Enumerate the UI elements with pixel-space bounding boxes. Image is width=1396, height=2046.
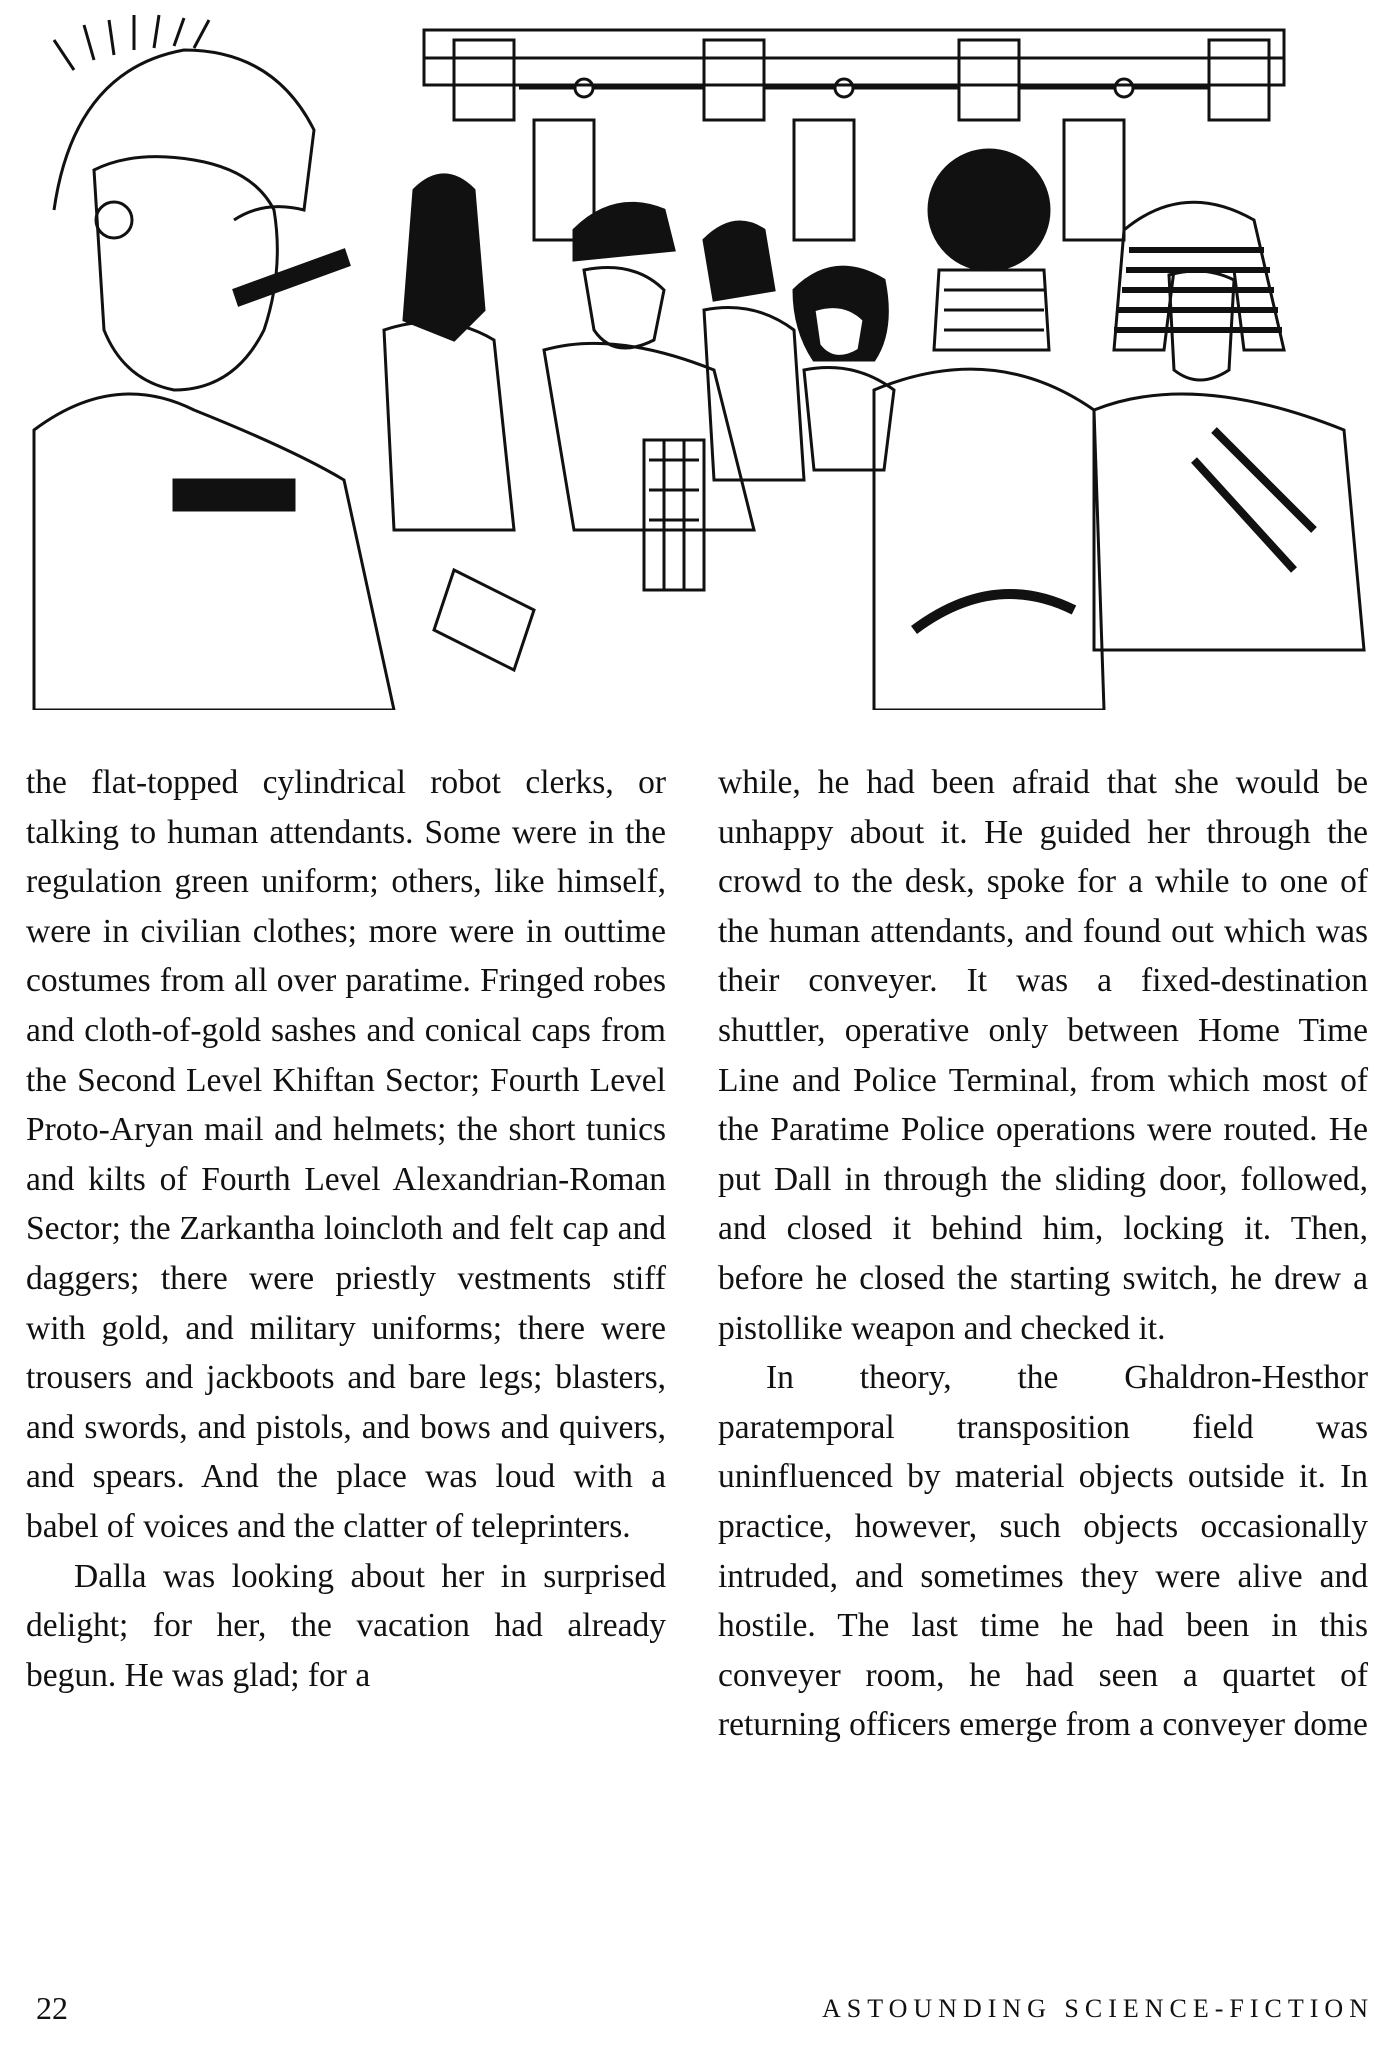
ceiling-structure — [424, 30, 1284, 240]
paragraph: In theory, the Ghaldron-Hesthor paratemporal transposition field was uninfluenced by material objects outside it. In practice, however, such objects occasionally intruded, and sometimes they were alive and hostile. The last time he had been in this conveyer room, he had seen a quartet of returning officers emerge from a conveyer dome — [718, 1359, 1368, 1744]
paragraph: Dalla was looking about her in surprised delight; for her, the vacation had already begun. He was glad; for a — [26, 1557, 666, 1694]
running-title: ASTOUNDING SCIENCE-FICTION — [821, 1994, 1374, 2023]
illustration-drawing — [14, 10, 1380, 710]
pharaoh — [1094, 202, 1364, 650]
woman — [794, 267, 894, 470]
spacesuit-figure — [874, 150, 1104, 710]
paragraph: the flat-topped cylindrical robot clerks, or talking to human attendants. Some were in the regulation green uniform; others, like himself, were in civilian clothes; more were in outtime costumes from all over paratime. Fringed robes and cloth-of-gold sashes and conical caps from the Second Level Khiftan Sector; Fourth Level Proto-Aryan mail and helmets; the short tunics and kilts of Fourth Level Alexandrian-Roman Sector; the Zarkantha loincloth and felt cap and daggers; there were priestly vestments stiff with gold, and military uniforms; there were trousers and jackboots and bare legs; blasters, and swords, and pistols, and bows and quivers, and spears. And the place was loud with a babel of voices and the clatter of teleprinters. — [26, 764, 666, 1545]
robed-figure — [384, 175, 514, 530]
text-column-right — [718, 758, 1368, 1750]
text-column-left — [26, 758, 666, 1700]
paragraph: while, he had been afraid that she would be unhappy about it. He guided her through the crowd to the desk, spoke for a while to one of the human attendants, and found out which was their conveyer. It was a fixed-destination shuttler, operative only between Home Time Line and Police Terminal, from which most of the Paratime Police operations were routed. He put Dall in through the sliding door, followed, and closed it behind him, locking it. Then, before he closed the starting switch, he drew a pistollike weapon and checked it. — [718, 764, 1368, 1347]
man-in-suit — [704, 222, 804, 480]
page-number: 22 — [36, 1990, 68, 2026]
crowd-illustration — [14, 10, 1380, 710]
page-footer — [0, 1990, 1396, 2030]
